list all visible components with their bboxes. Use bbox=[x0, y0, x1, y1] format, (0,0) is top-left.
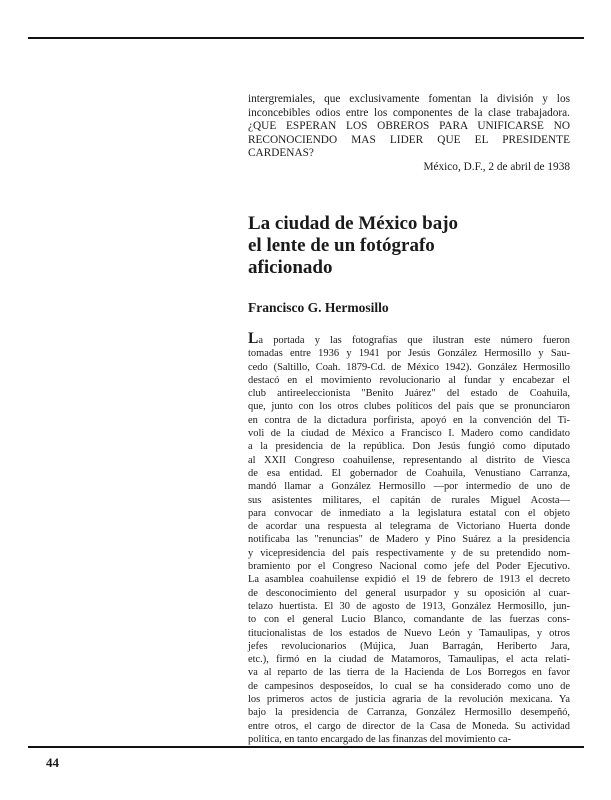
body-line-text: que, junto con los otros clubes políticos del país que se pronunciaron bbox=[248, 401, 570, 413]
body-line bbox=[248, 587, 570, 600]
body-line bbox=[248, 414, 570, 427]
body-line-text: telazo huertista. El 30 de agosto de 1913, González Hermosillo, jun- bbox=[248, 600, 570, 612]
body-line-text: entre otros, el cargo de director de la Casa de Moneda. Su actividad bbox=[248, 720, 570, 732]
body-line bbox=[248, 560, 570, 573]
intro-text: intergremiales, que exclusivamente fomentan la división y los inconcebibles odios entre los componentes de la clase trabajadora. ¿QUE ESPERAN LOS OBREROS PARA UNIFICARSE NO RECONOCIENDO MAS LIDER QUE EL PRESIDENTE CARDENAS? bbox=[248, 93, 570, 160]
body-line bbox=[248, 653, 570, 666]
body-line bbox=[248, 400, 570, 413]
body-line-text: de desconocimiento del general usurpador y su oposición al cuar- bbox=[248, 587, 570, 599]
body-line-text: a la presidencia de la república. Don Jesús fungió como diputado bbox=[248, 441, 570, 453]
body-line bbox=[248, 613, 570, 626]
body-line-text: política, en tanto encargado de las finanzas del movimiento ca- bbox=[248, 733, 511, 745]
body-line-text: to con el general Lucio Blanco, comandante de las fuerzas cons- bbox=[248, 614, 570, 626]
body-line-text: de campesinos desposeídos, lo cual se ha considerado como uno de bbox=[248, 680, 570, 692]
body-line bbox=[248, 440, 570, 453]
dateline: México, D.F., 2 de abril de 1938 bbox=[423, 161, 570, 173]
body-line bbox=[248, 720, 570, 733]
body-line bbox=[248, 706, 570, 719]
body-line bbox=[248, 330, 570, 347]
body-line-text: bramiento por el Congreso Nacional como jefe del Poder Ejecutivo. bbox=[248, 561, 570, 573]
article-title-line: aficionado bbox=[248, 257, 333, 278]
body-line-text: notificaba las "renuncias" de Madero y Pino Suárez a la presidencia bbox=[248, 534, 570, 546]
body-line-text: en contra de la dictadura porfirista, apoyó en la convención del Ti- bbox=[248, 414, 570, 426]
body-line-text: tomadas entre 1936 y 1941 por Jesús González Hermosillo y Sau- bbox=[248, 348, 570, 360]
body-line bbox=[248, 520, 570, 533]
body-line bbox=[248, 427, 570, 440]
body-line-text: bajo la presidencia de Carranza, González Hermosillo desempeñó, bbox=[248, 707, 570, 719]
body-line bbox=[248, 733, 570, 746]
body-line bbox=[248, 347, 570, 360]
body-line bbox=[248, 374, 570, 387]
article-title bbox=[248, 213, 570, 279]
article-title-line: el lente de un fotógrafo bbox=[248, 235, 435, 256]
body-line-text: voli de la ciudad de México a Francisco I. Madero como candidato bbox=[248, 428, 570, 440]
body-line-text: a portada y las fotografías que ilustran este número fueron bbox=[258, 335, 570, 346]
intro-paragraph bbox=[248, 93, 570, 161]
body-line-text: de esa entidad. El gobernador de Coahuila, Venustiano Carranza, bbox=[248, 467, 570, 479]
body-line-text: La asamblea coahuilense expidió el 19 de febrero de 1913 el decreto bbox=[248, 574, 570, 586]
body-line bbox=[248, 640, 570, 653]
body-line bbox=[248, 666, 570, 679]
body-line bbox=[248, 467, 570, 480]
body-line-text: cedo (Saltillo, Coah. 1879-Cd. de México 1942). González Hermosillo bbox=[248, 361, 570, 373]
drop-cap: L bbox=[248, 330, 259, 347]
body-line-text: los primeros actos de justicia agraria de la revolución mexicana. Ya bbox=[248, 694, 570, 706]
article-title-line: La ciudad de México bajo bbox=[248, 213, 459, 234]
body-line-text: club antireeleccionista "Benito Juárez" del estado de Coahuila, bbox=[248, 388, 570, 400]
body-line-text: etc.), firmó en la ciudad de Matamoros, Tamaulipas, el acta relati- bbox=[248, 654, 570, 666]
body-line-text: y vicepresidencia del país respectivamente y de su pretendido nom- bbox=[248, 547, 570, 559]
article-body bbox=[248, 330, 570, 746]
body-line-text: al XXII Congreso coahuilense, representando al distrito de Viesca bbox=[248, 454, 570, 466]
body-line-text: va al reparto de las tierra de la Hacienda de Los Borregos en favor bbox=[248, 667, 570, 679]
body-line bbox=[248, 507, 570, 520]
body-line bbox=[248, 480, 570, 493]
body-line bbox=[248, 533, 570, 546]
article-author: Francisco G. Hermosillo bbox=[248, 300, 389, 315]
body-line bbox=[248, 680, 570, 693]
body-line bbox=[248, 454, 570, 467]
body-line-text: sus asistentes militares, el capitán de rurales Miguel Acosta— bbox=[248, 494, 570, 506]
body-line-text: destacó en el movimiento revolucionario al fundar y encabezar el bbox=[248, 374, 570, 386]
body-line-text: mandó llamar a González Hermosillo —por intermedio de uno de bbox=[248, 481, 570, 493]
body-line bbox=[248, 387, 570, 400]
body-line bbox=[248, 494, 570, 507]
body-line-text: de acordar una respuesta al telegrama de Victoriano Huerta donde bbox=[248, 521, 570, 533]
body-line bbox=[248, 573, 570, 586]
body-line bbox=[248, 627, 570, 640]
top-rule bbox=[28, 37, 584, 39]
body-line bbox=[248, 547, 570, 560]
body-line bbox=[248, 600, 570, 613]
body-line bbox=[248, 693, 570, 706]
body-line-text: para convocar de inmediato a la legislatura estatal con el objeto bbox=[248, 507, 570, 519]
page-number: 44 bbox=[46, 755, 59, 770]
body-line-text: titucionalistas de los estados de Nuevo León y Tamaulipas, y otros bbox=[248, 627, 570, 639]
body-line bbox=[248, 361, 570, 374]
body-line-text: jefes revolucionarios (Mújica, Juan Barragán, Heriberto Jara, bbox=[248, 640, 570, 652]
bottom-rule bbox=[28, 746, 584, 748]
